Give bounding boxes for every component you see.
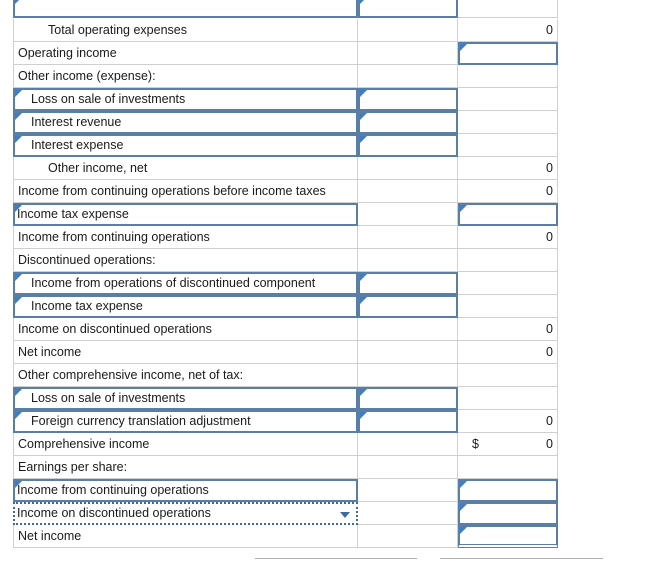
amount-cell[interactable] bbox=[358, 387, 458, 410]
input-marker-icon bbox=[360, 90, 367, 97]
row-income-discontinued-component bbox=[13, 272, 558, 295]
total-value: 0 bbox=[546, 322, 553, 336]
amount-cell[interactable] bbox=[358, 410, 458, 433]
row-label-text: Interest expense bbox=[31, 138, 124, 152]
row-label-text: Income tax expense bbox=[17, 207, 129, 221]
row-label-text: Total operating expenses bbox=[48, 23, 187, 37]
total-cell bbox=[458, 180, 558, 203]
row-label-text: Income from continuing operations bbox=[18, 230, 210, 244]
total-cell bbox=[458, 295, 558, 318]
total-cell bbox=[458, 157, 558, 180]
amount-input[interactable] bbox=[358, 272, 458, 295]
row-label-text: Loss on sale of investments bbox=[31, 92, 186, 106]
amount-cell bbox=[358, 479, 458, 502]
amount-cell bbox=[358, 65, 458, 88]
input-marker-icon bbox=[460, 527, 467, 534]
divider-line bbox=[255, 558, 417, 559]
row-label-cell[interactable] bbox=[13, 203, 358, 226]
row-operating-income bbox=[13, 42, 558, 65]
row-label bbox=[13, 19, 358, 42]
row-label bbox=[13, 318, 358, 341]
row-label-text: Income from continuing operations before income taxes bbox=[18, 184, 326, 198]
row-label bbox=[13, 456, 358, 479]
input-marker-icon bbox=[460, 504, 467, 511]
row-label bbox=[13, 157, 358, 180]
row-income-continuing-operations bbox=[13, 226, 558, 249]
total-cell[interactable] bbox=[458, 479, 558, 502]
row-other-income-net bbox=[13, 157, 558, 180]
amount-input[interactable] bbox=[358, 387, 458, 410]
partial-top-row bbox=[13, 0, 558, 18]
amount-cell[interactable] bbox=[358, 111, 458, 134]
input-marker-icon bbox=[15, 297, 22, 304]
row-income-discontinued-operations bbox=[13, 318, 558, 341]
total-cell bbox=[458, 88, 558, 111]
row-label bbox=[13, 65, 358, 88]
amount-cell bbox=[358, 249, 458, 272]
row-interest-revenue bbox=[13, 111, 558, 134]
input-marker-icon bbox=[360, 297, 367, 304]
input-marker-icon bbox=[360, 412, 367, 419]
total-value: 0 bbox=[546, 161, 553, 175]
amount-cell bbox=[358, 456, 458, 479]
row-eps-header bbox=[13, 456, 558, 479]
row-loss-on-sale-investments bbox=[13, 88, 558, 111]
row-label-text: Loss on sale of investments bbox=[31, 391, 186, 405]
row-label-cell[interactable] bbox=[13, 134, 358, 157]
total-input[interactable] bbox=[458, 502, 558, 525]
total-cell bbox=[458, 19, 558, 42]
row-label-text: Income on discontinued operations bbox=[17, 506, 211, 520]
row-other-income-header bbox=[13, 65, 558, 88]
total-cell bbox=[458, 364, 558, 387]
row-label bbox=[13, 42, 358, 65]
total-cell bbox=[458, 65, 558, 88]
amount-cell bbox=[358, 318, 458, 341]
row-label-dropdown[interactable] bbox=[13, 502, 358, 525]
row-interest-expense bbox=[13, 134, 558, 157]
divider-line bbox=[440, 558, 603, 559]
amount-cell bbox=[358, 19, 458, 42]
row-label-text: Net income bbox=[18, 529, 82, 543]
total-cell bbox=[458, 433, 558, 456]
row-label bbox=[13, 249, 358, 272]
input-marker-icon bbox=[15, 412, 22, 419]
input-marker-icon bbox=[15, 0, 22, 4]
row-income-tax-expense bbox=[13, 203, 558, 226]
amount-cell bbox=[358, 157, 458, 180]
row-label-cell[interactable] bbox=[13, 295, 358, 318]
row-label bbox=[13, 180, 358, 203]
row-label bbox=[13, 525, 358, 548]
amount-input[interactable] bbox=[358, 111, 458, 134]
input-marker-icon bbox=[360, 389, 367, 396]
row-comprehensive-income bbox=[13, 433, 558, 456]
row-label-cell[interactable] bbox=[13, 479, 358, 502]
amount-cell bbox=[358, 525, 458, 548]
amount-cell[interactable] bbox=[358, 88, 458, 111]
total-cell bbox=[458, 341, 558, 364]
row-label-text: Income from continuing operations bbox=[17, 483, 209, 497]
row-eps-net-income bbox=[13, 525, 558, 548]
row-label-text: Other comprehensive income, net of tax: bbox=[18, 368, 244, 382]
amount-cell bbox=[358, 180, 458, 203]
total-cell bbox=[458, 410, 558, 433]
row-total-operating-expenses bbox=[13, 19, 558, 42]
currency-symbol: $ bbox=[472, 437, 479, 451]
input-marker-icon bbox=[15, 274, 22, 281]
amount-cell bbox=[358, 433, 458, 456]
row-label-text: Income on discontinued operations bbox=[18, 322, 212, 336]
amount-cell bbox=[358, 341, 458, 364]
total-value: 0 bbox=[546, 437, 553, 451]
total-cell bbox=[458, 226, 558, 249]
total-input[interactable] bbox=[458, 42, 558, 65]
input-marker-icon bbox=[360, 274, 367, 281]
input-marker-icon bbox=[15, 113, 22, 120]
input-marker-icon bbox=[15, 389, 22, 396]
amount-cell[interactable] bbox=[358, 134, 458, 157]
total-input[interactable] bbox=[458, 479, 558, 502]
row-net-income bbox=[13, 341, 558, 364]
total-input[interactable] bbox=[458, 525, 558, 548]
input-marker-icon bbox=[360, 0, 367, 4]
input-marker-icon bbox=[460, 481, 467, 488]
row-label-text: Income tax expense bbox=[31, 299, 143, 313]
label-input[interactable] bbox=[13, 0, 358, 18]
row-discontinued-header bbox=[13, 249, 558, 272]
amount-cell bbox=[358, 502, 458, 525]
row-label-text: Discontinued operations: bbox=[18, 253, 156, 267]
total-value: 0 bbox=[546, 230, 553, 244]
row-label-cell[interactable] bbox=[13, 410, 358, 433]
total-cell bbox=[458, 318, 558, 341]
total-cell[interactable] bbox=[458, 42, 558, 65]
total-value: 0 bbox=[546, 184, 553, 198]
row-label-text: Earnings per share: bbox=[18, 460, 128, 474]
row-oci-header bbox=[13, 364, 558, 387]
row-discontinued-tax-expense bbox=[13, 295, 558, 318]
amount-cell[interactable] bbox=[358, 295, 458, 318]
total-value: 0 bbox=[546, 414, 553, 428]
row-label-text: Comprehensive income bbox=[18, 437, 150, 451]
row-label-text: Interest revenue bbox=[31, 115, 122, 129]
input-marker-icon bbox=[360, 113, 367, 120]
row-label-cell[interactable] bbox=[13, 0, 358, 18]
row-label-text: Operating income bbox=[18, 46, 117, 60]
amount-input[interactable] bbox=[358, 88, 458, 111]
amount-input[interactable] bbox=[358, 134, 458, 157]
row-label-text: Net income bbox=[18, 345, 82, 359]
row-label bbox=[13, 226, 358, 249]
total-cell bbox=[458, 111, 558, 134]
amount-cell[interactable] bbox=[358, 272, 458, 295]
row-label-text: Income from operations of discontinued component bbox=[31, 276, 316, 290]
row-label-cell[interactable] bbox=[13, 272, 358, 295]
row-label-text: Other income (expense): bbox=[18, 69, 156, 83]
row-income-before-taxes bbox=[13, 180, 558, 203]
total-cell bbox=[458, 456, 558, 479]
amount-input[interactable] bbox=[358, 410, 458, 433]
total-cell bbox=[458, 387, 558, 410]
total-cell[interactable] bbox=[458, 203, 558, 226]
amount-cell bbox=[358, 42, 458, 65]
total-value: 0 bbox=[546, 345, 553, 359]
row-label-text: Other income, net bbox=[48, 161, 148, 175]
row-eps-continuing bbox=[13, 479, 558, 502]
input-marker-icon bbox=[360, 136, 367, 143]
total-cell bbox=[458, 134, 558, 157]
total-value: 0 bbox=[546, 23, 553, 37]
row-label-cell[interactable] bbox=[13, 88, 358, 111]
row-label bbox=[13, 433, 358, 456]
row-label-text: Foreign currency translation adjustment bbox=[31, 414, 251, 428]
amount-cell bbox=[358, 226, 458, 249]
input-marker-icon bbox=[460, 205, 467, 212]
amount-cell[interactable] bbox=[358, 0, 458, 18]
amount-input[interactable] bbox=[358, 0, 458, 18]
dropdown-caret-icon[interactable] bbox=[340, 512, 350, 518]
row-label-cell[interactable] bbox=[13, 387, 358, 410]
amount-input[interactable] bbox=[358, 295, 458, 318]
row-label bbox=[13, 364, 358, 387]
amount-cell bbox=[358, 203, 458, 226]
amount-cell bbox=[358, 364, 458, 387]
input-marker-icon bbox=[15, 90, 22, 97]
total-input[interactable] bbox=[458, 203, 558, 226]
input-marker-icon bbox=[460, 44, 467, 51]
row-label-cell[interactable] bbox=[13, 111, 358, 134]
row-label bbox=[13, 341, 358, 364]
input-marker-icon bbox=[15, 136, 22, 143]
total-cell bbox=[458, 249, 558, 272]
row-foreign-currency-adjustment bbox=[13, 410, 558, 433]
total-cell bbox=[458, 272, 558, 295]
total-cell bbox=[458, 0, 558, 18]
row-oci-loss-on-sale bbox=[13, 387, 558, 410]
total-cell[interactable] bbox=[458, 502, 558, 525]
row-eps-discontinued bbox=[13, 502, 558, 525]
total-cell[interactable] bbox=[458, 525, 558, 548]
